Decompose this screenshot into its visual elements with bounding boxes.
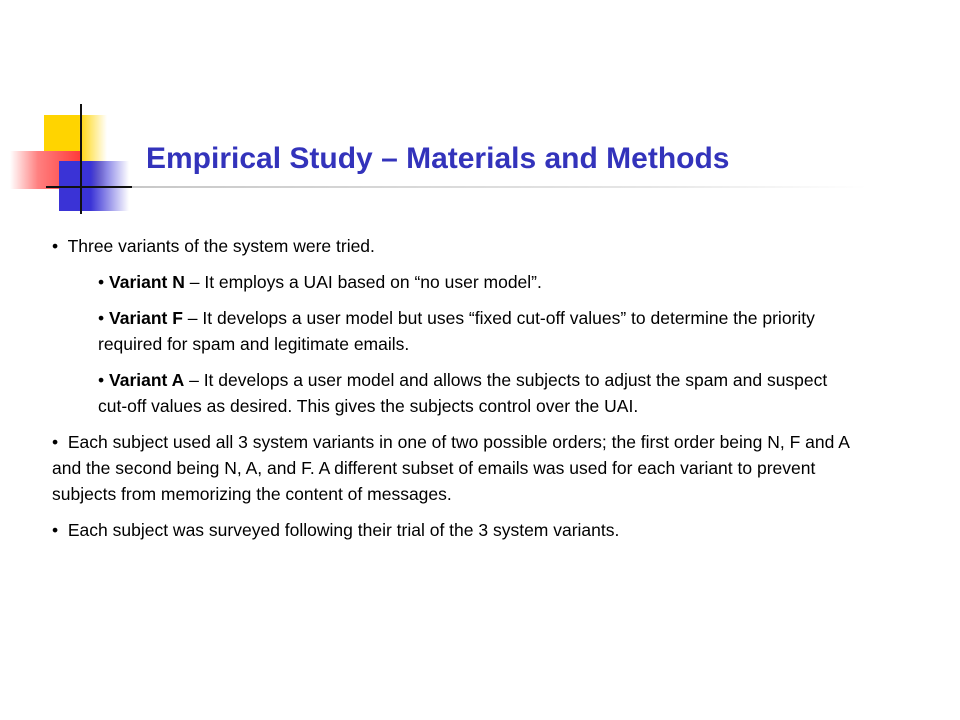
bullet-marker: •: [52, 520, 59, 540]
logo-horizontal-line: [46, 186, 132, 188]
variant-label: Variant N: [109, 272, 185, 292]
sub-bullet-item: [52, 367, 858, 419]
bullet-text: – It employs a UAI based on “no user model”.: [184, 272, 542, 292]
slide-title: Empirical Study – Materials and Methods: [146, 142, 730, 175]
slide-content: [52, 233, 872, 553]
logo-vertical-line: [80, 104, 82, 214]
sub-bullet-item: [52, 269, 858, 295]
bullet-text: Each subject was surveyed following their trial of the 3 system variants.: [67, 520, 620, 540]
bullet-marker: •: [98, 272, 105, 292]
sub-bullet-item: [52, 305, 858, 357]
bullet-marker: •: [52, 432, 59, 452]
variant-label: Variant A: [109, 370, 185, 390]
bullet-item: [52, 429, 872, 507]
bullet-marker: •: [98, 370, 105, 390]
slide-logo-decoration: [0, 0, 140, 220]
bullet-marker: •: [98, 308, 105, 328]
variant-label: Variant F: [109, 308, 183, 328]
bullet-text: – It develops a user model but uses “fixed cut-off values” to determine the priority required for spam and legitimate emails.: [98, 308, 815, 354]
bullet-text: Each subject used all 3 system variants in one of two possible orders; the first order being N, F and A and the second being N, A, and F. A different subset of emails was used for each variant to prevent subjects from memorizing the content of messages.: [52, 432, 849, 504]
bullet-text: – It develops a user model and allows the subjects to adjust the spam and suspect cut-off values as desired. This gives the subjects control over the UAI.: [98, 370, 828, 416]
bullet-marker: •: [52, 236, 59, 256]
bullet-text: Three variants of the system were tried.: [67, 236, 375, 256]
bullet-item: [52, 233, 872, 259]
bullet-item: [52, 517, 872, 543]
title-underline-rule: [132, 186, 867, 188]
